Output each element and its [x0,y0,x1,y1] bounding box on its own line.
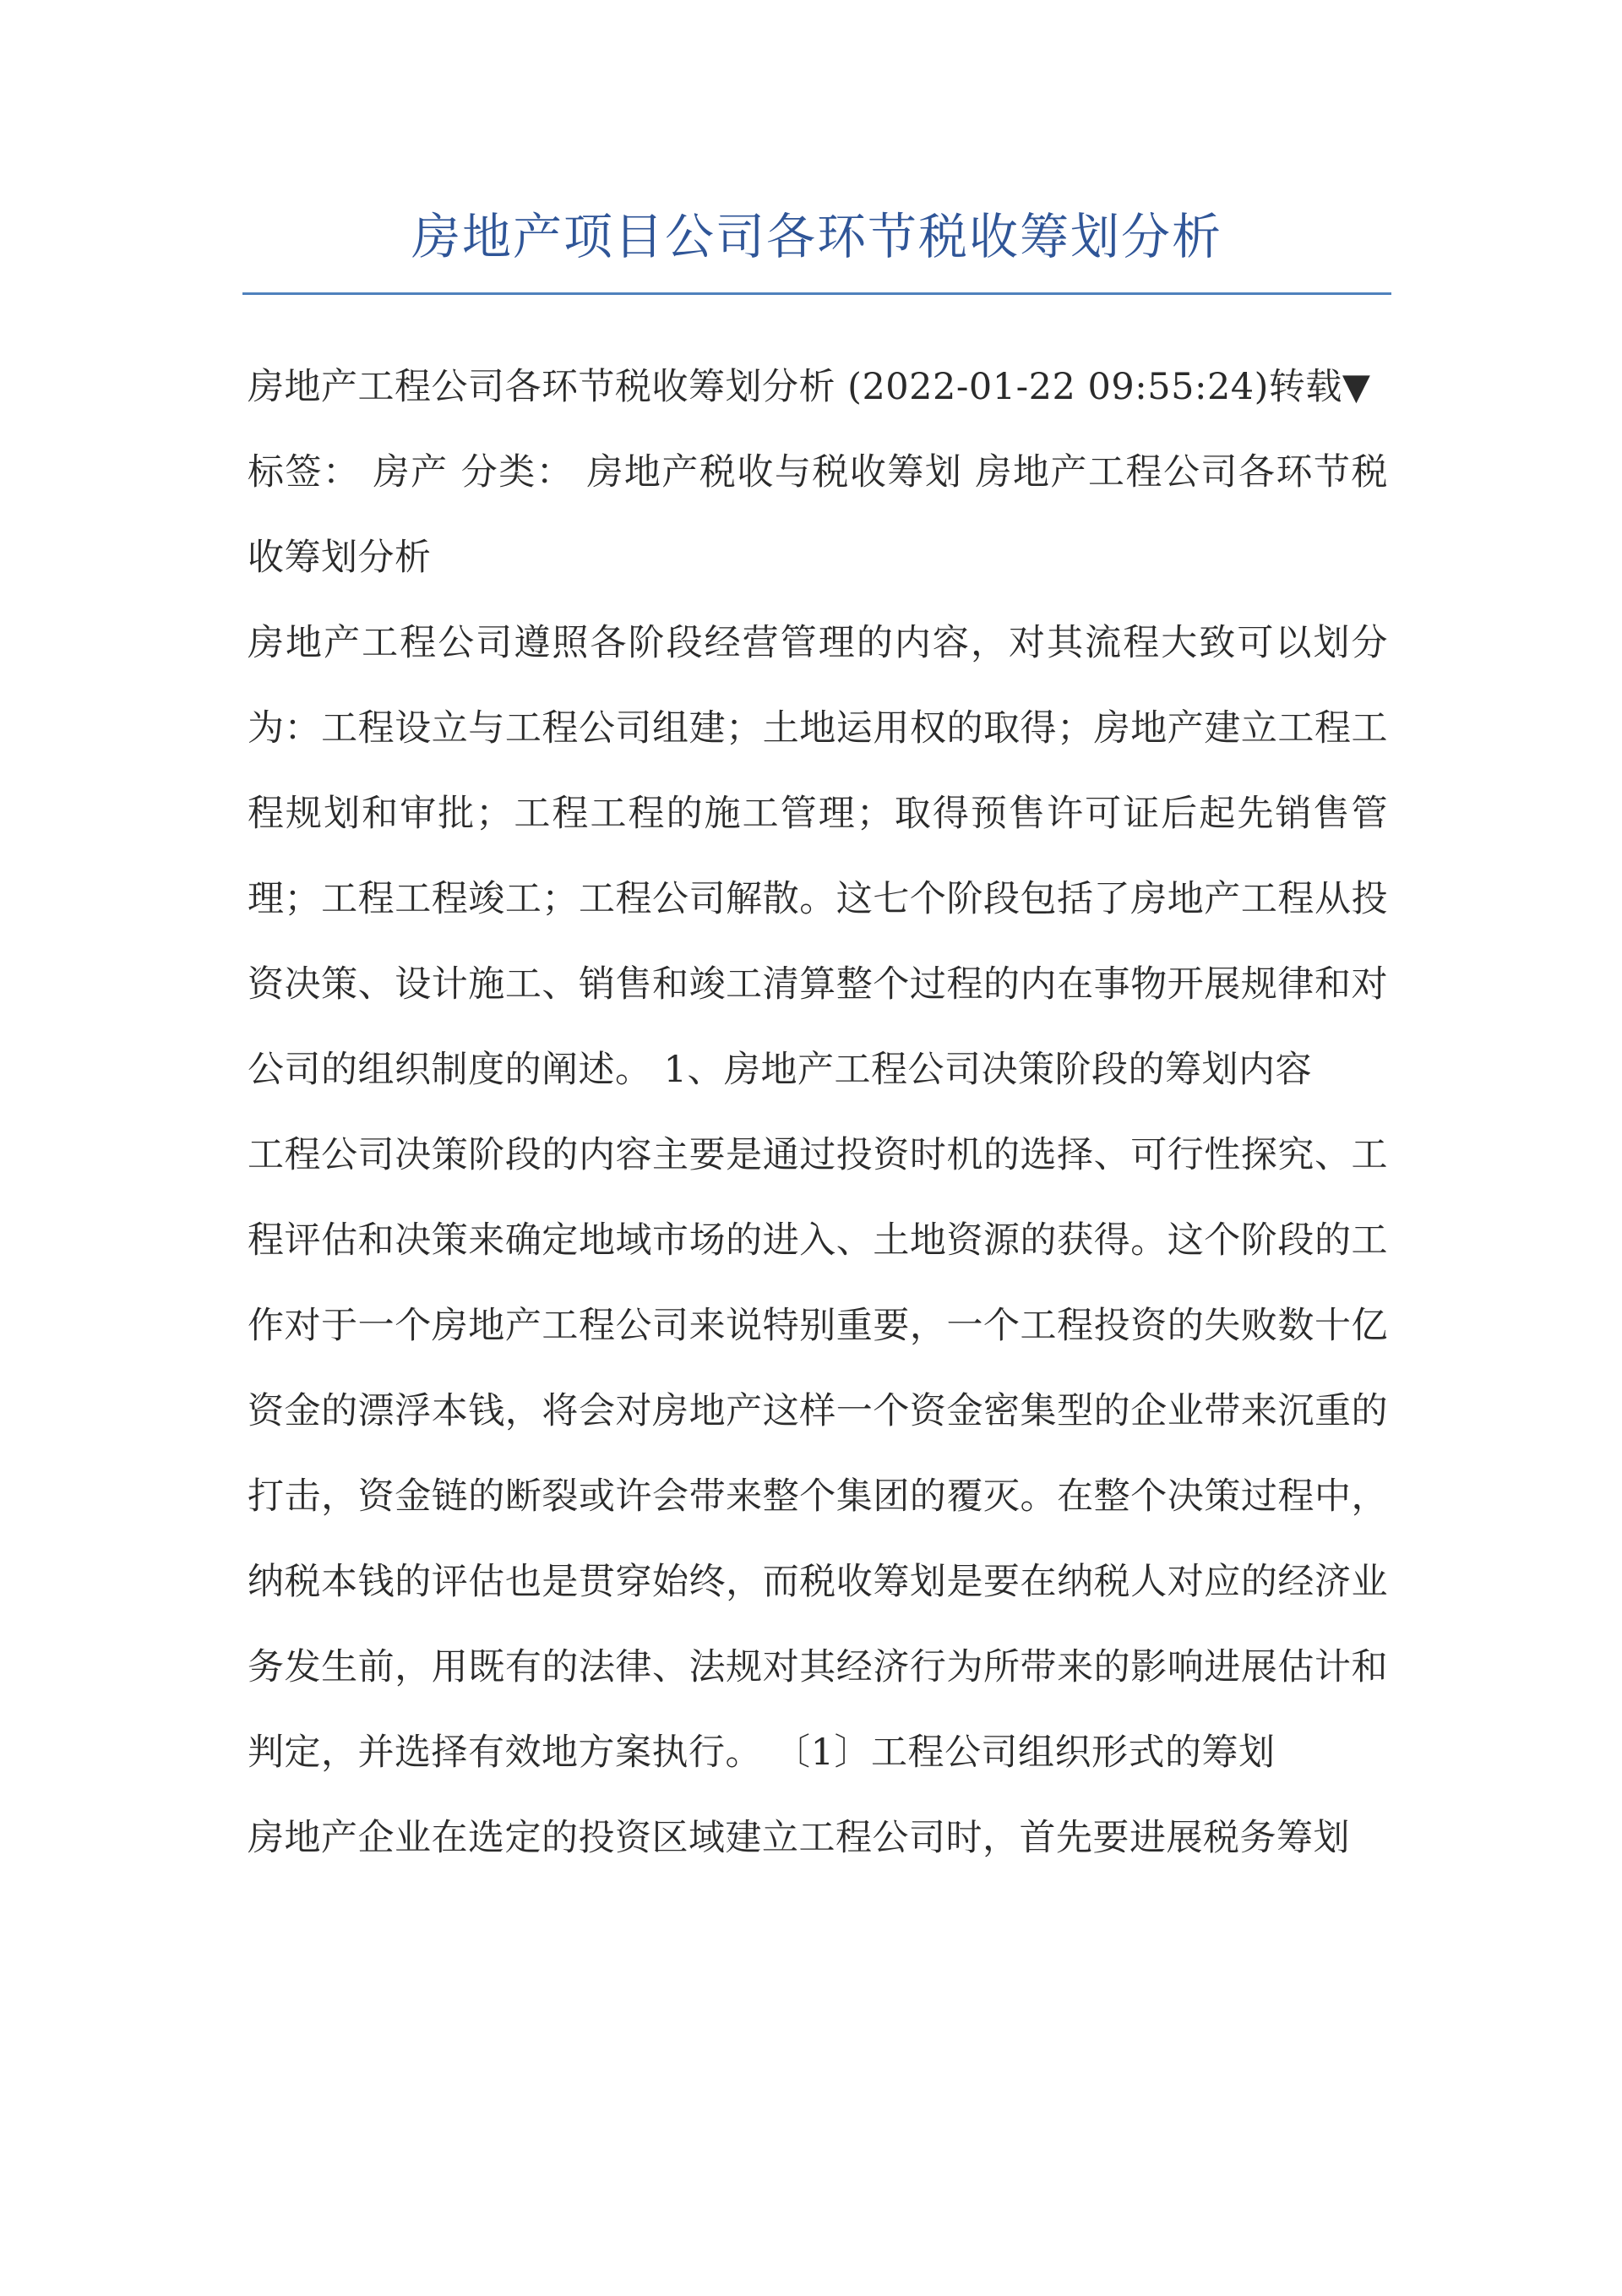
title-underline [242,292,1391,295]
document-body [248,345,1388,1881]
paragraph-decision-stage: 工程公司决策阶段的内容主要是通过投资时机的选择、可行性探究、工程评估和决策来确定地域市场的进入、土地资源的获得。这个阶段的工作对于一个房地产工程公司来说特别重要，一个工程投资的失败数十亿资金的漂浮本钱，将会对房地产这样一个资金密集型的企业带来沉重的打击，资金链的断裂或许会带来整个集团的覆灭。在整个决策过程中，纳税本钱的评估也是贯穿始终，而税收筹划是要在纳税人对应的经济业务发生前，用既有的法律、法规对其经济行为所带来的影响进展估计和判定，并选择有效地方案执行。 〔1〕工程公司组织形式的筹划 [248,1134,1388,1774]
paragraph-tags: 标签： 房产 分类： 房地产税收与税收筹划 房地产工程公司各环节税收筹划分析 [248,451,1388,579]
paragraph-header-line: 房地产工程公司各环节税收筹划分析 (2022-01-22 09:55:24)转载▼ [248,366,1371,408]
document-title: 房地产项目公司各环节税收筹划分析 [411,208,1222,265]
paragraph-overview: 房地产工程公司遵照各阶段经营管理的内容，对其流程大致可以划分为：工程设立与工程公司组建；土地运用权的取得；房地产建立工程工程规划和审批；工程工程的施工管理；取得预售许可证后起先销售管理；工程工程竣工；工程公司解散。这七个阶段包括了房地产工程从投资决策、设计施工、销售和竣工清算整个过程的内在事物开展规律和对公司的组织制度的阐述。 1、房地产工程公司决策阶段的筹划内容 [248,622,1388,1091]
paragraph-company-setup: 房地产企业在选定的投资区域建立工程公司时，首先要进展税务筹划 [248,1817,1350,1859]
